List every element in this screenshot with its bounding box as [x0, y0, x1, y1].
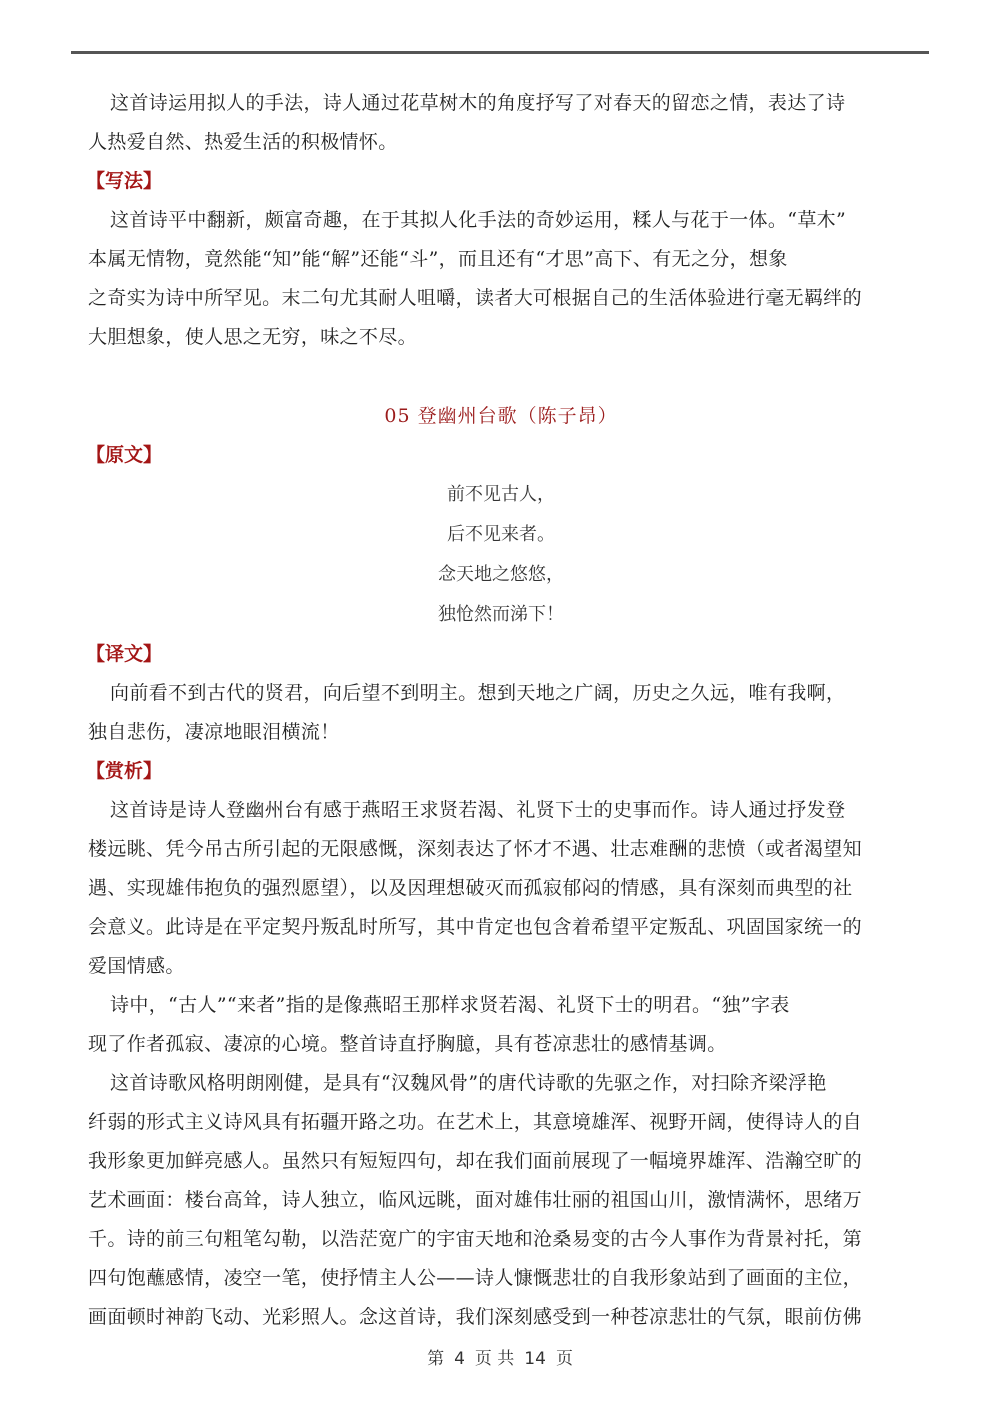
appreciation-paragraph-1 — [88, 791, 914, 986]
translation-paragraph — [88, 674, 914, 752]
text-line: 楼远眺、凭今吊古所引起的无限感慨，深刻表达了怀才不遇、壮志难酬的悲愤（或者渴望知 — [88, 838, 863, 860]
section-heading-translation: 【译文】 — [86, 643, 163, 665]
text-line: 我形象更加鲜亮感人。虽然只有短短四句，却在我们面前展现了一幅境界雄浑、浩瀚空旷的 — [88, 1150, 863, 1172]
text-line: 千。诗的前三句粗笔勾勒，以浩茫宽广的宇宙天地和沧桑易变的古今人事作为背景衬托，第 — [88, 1228, 863, 1250]
text-line: 遇、实现雄伟抱负的强烈愿望），以及因理想破灭而孤寂郁闷的情感，具有深刻而典型的社 — [88, 877, 853, 899]
appreciation-paragraph-2 — [88, 986, 914, 1064]
footer-prefix: 第 — [427, 1349, 445, 1369]
text-line: 向前看不到古代的贤君，向后望不到明主。想到天地之广阔，历史之久远，唯有我啊， — [110, 682, 846, 704]
text-line: 画面顿时神韵飞动、光彩照人。念这首诗，我们深刻感受到一种苍凉悲壮的气氛，眼前仿佛 — [88, 1306, 863, 1328]
poem-line: 前不见古人， — [447, 484, 555, 505]
total-pages-number: 14 — [524, 1349, 546, 1369]
page-footer — [0, 1344, 1000, 1369]
text-line: 这首诗歌风格明朗刚健，是具有“汉魏风骨”的唐代诗歌的先驱之作，对扫除齐梁浮艳 — [110, 1072, 827, 1094]
current-page-number: 4 — [454, 1349, 465, 1369]
text-line: 现了作者孤寂、凄凉的心境。整首诗直抒胸臆，具有苍凉悲壮的感情基调。 — [88, 1033, 727, 1055]
poem-line: 独怆然而涕下！ — [438, 604, 564, 625]
writing-paragraph — [88, 201, 914, 357]
footer-middle: 页 共 — [474, 1349, 515, 1369]
text-line: 诗中，“古人”“来者”指的是像燕昭王那样求贤若渴、礼贤下士的明君。“独”字表 — [110, 994, 790, 1016]
text-line: 这首诗是诗人登幽州台有感于燕昭王求贤若渴、礼贤下士的史事而作。诗人通过抒发登 — [110, 799, 846, 821]
poem-line: 后不见来者。 — [447, 524, 555, 545]
appreciation-paragraph-3 — [88, 1064, 914, 1337]
text-line: 会意义。此诗是在平定契丹叛乱时所写，其中肯定也包含着希望平定叛乱、巩固国家统一的 — [88, 916, 863, 938]
text-line: 人热爱自然、热爱生活的积极情怀。 — [88, 131, 398, 153]
text-line: 纤弱的形式主义诗风具有拓疆开路之功。在艺术上，其意境雄浑、视野开阔，使得诗人的自 — [88, 1111, 863, 1133]
text-line: 这首诗平中翻新，颇富奇趣，在于其拟人化手法的奇妙运用，糅人与花于一体。“草木” — [110, 209, 847, 231]
text-line: 四句饱蘸感情，凌空一笔，使抒情主人公——诗人慷慨悲壮的自我形象站到了画面的主位， — [88, 1267, 863, 1289]
poem-title: 05 登幽州台歌（陈子昂） — [384, 405, 618, 427]
text-line: 这首诗运用拟人的手法，诗人通过花草树木的角度抒写了对春天的留恋之情，表达了诗 — [110, 92, 846, 114]
section-heading-appreciation: 【赏析】 — [86, 760, 163, 782]
section-heading-writing: 【写法】 — [86, 170, 163, 192]
text-line: 爱国情感。 — [88, 955, 185, 977]
text-line: 独自悲伤，凄凉地眼泪横流！ — [88, 721, 340, 743]
text-line: 艺术画面：楼台高耸，诗人独立，临风远眺，面对雄伟壮丽的祖国山川，激情满怀，思绪万 — [88, 1189, 863, 1211]
header-rule — [71, 51, 929, 54]
text-line: 本属无情物，竟然能“知”能“解”还能“斗”，而且还有“才思”高下、有无之分，想象 — [88, 248, 788, 270]
section-heading-original: 【原文】 — [86, 444, 163, 466]
page-content — [88, 84, 914, 1337]
poem-line: 念天地之悠悠， — [438, 564, 564, 585]
footer-suffix: 页 — [555, 1349, 573, 1369]
text-line: 大胆想象，使人思之无穷，味之不尽。 — [88, 326, 417, 348]
text-line: 之奇实为诗中所罕见。末二句尤其耐人咀嚼，读者大可根据自己的生活体验进行毫无羁绊的 — [88, 287, 863, 309]
intro-paragraph — [88, 84, 914, 162]
poem-text — [88, 475, 914, 635]
